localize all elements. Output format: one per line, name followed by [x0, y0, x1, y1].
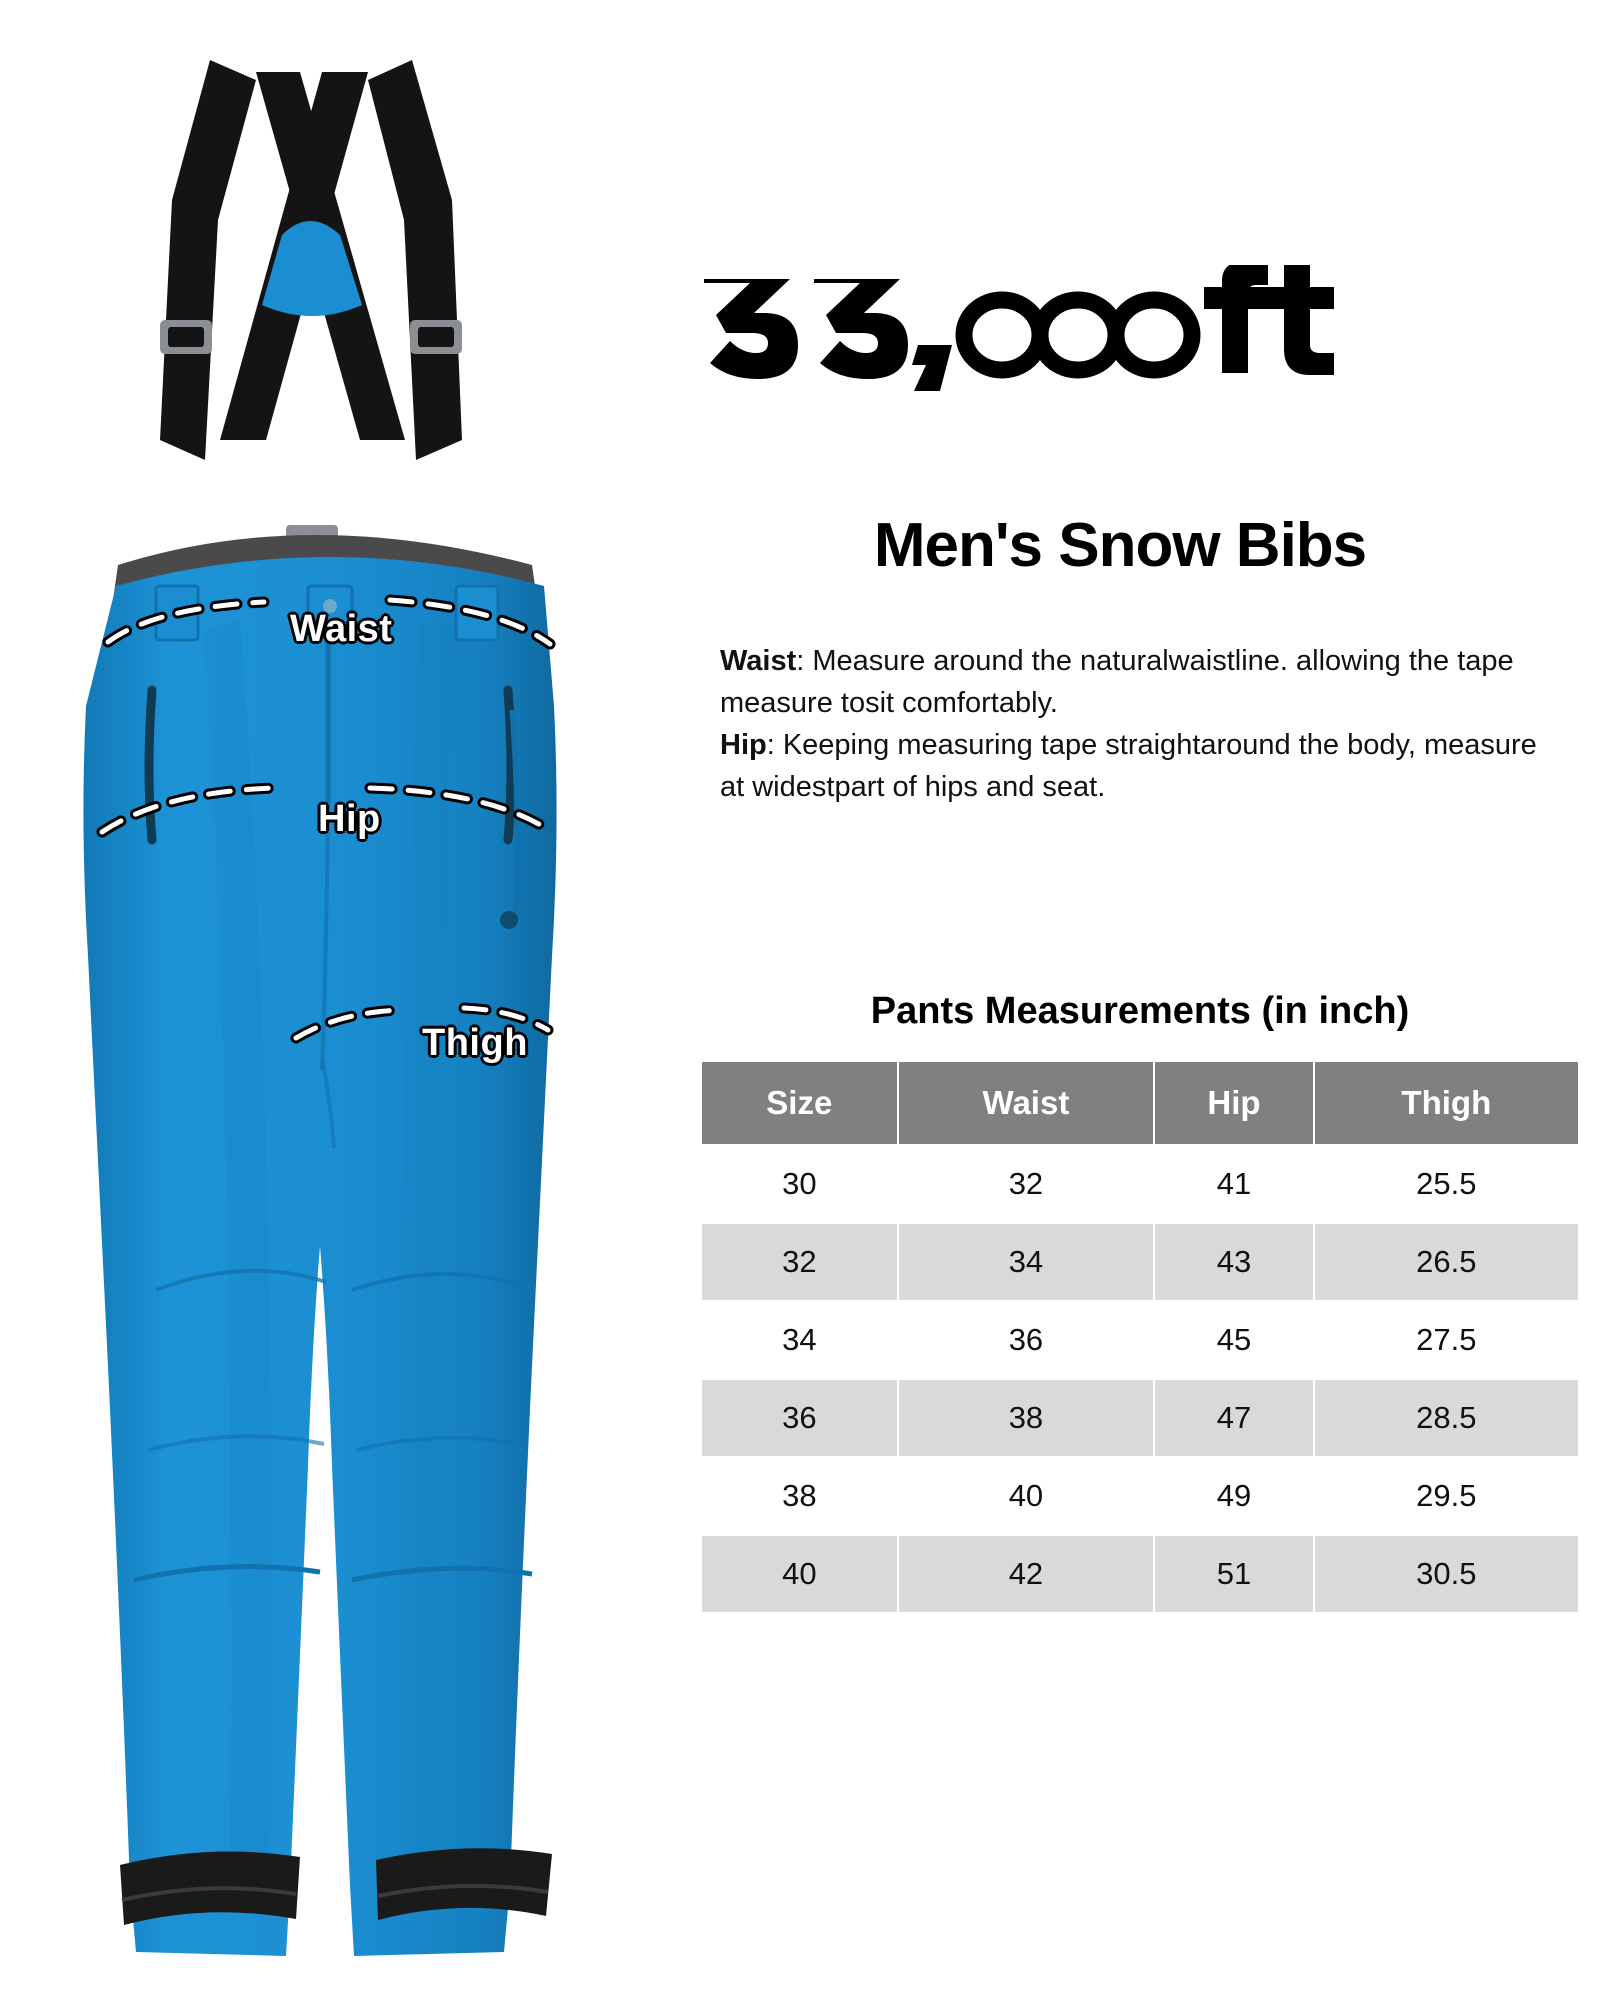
cell-hip: 47 — [1154, 1379, 1313, 1457]
column-header-thigh: Thigh — [1314, 1061, 1579, 1145]
instruction-text-hip: : Keeping measuring tape straightaround the body, measure at widestpart of hips and seat. — [720, 729, 1537, 804]
table-caption: Pants Measurements (in inch) — [870, 990, 1410, 1032]
cell-thigh: 30.5 — [1314, 1535, 1579, 1613]
cell-waist: 32 — [898, 1145, 1155, 1223]
brand-logo — [690, 265, 1390, 410]
table-header-row — [701, 1061, 1579, 1145]
table-row — [701, 1301, 1579, 1379]
table-row — [701, 1379, 1579, 1457]
cell-size: 30 — [701, 1145, 898, 1223]
instruction-key-hip: Hip — [720, 729, 767, 762]
size-chart-table — [700, 1060, 1580, 1614]
bibs-body — [83, 557, 556, 1956]
cell-hip: 41 — [1154, 1145, 1313, 1223]
measurement-label-thigh: Thigh — [422, 1022, 528, 1064]
cell-size: 32 — [701, 1223, 898, 1301]
cell-waist: 40 — [898, 1457, 1155, 1535]
cell-waist: 34 — [898, 1223, 1155, 1301]
snow-bibs-illustration — [60, 20, 650, 1980]
cell-waist: 38 — [898, 1379, 1155, 1457]
table-row — [701, 1535, 1579, 1613]
cell-thigh: 25.5 — [1314, 1145, 1579, 1223]
page-title: Men's Snow Bibs — [873, 511, 1367, 580]
instruction-key-waist: Waist — [720, 645, 797, 677]
cell-size: 38 — [701, 1457, 898, 1535]
cell-hip: 51 — [1154, 1535, 1313, 1613]
table-row — [701, 1223, 1579, 1301]
cell-waist: 42 — [898, 1535, 1155, 1613]
cell-hip: 43 — [1154, 1223, 1313, 1301]
column-header-size: Size — [701, 1061, 898, 1145]
shoulder-straps — [160, 60, 462, 551]
column-header-waist: Waist — [898, 1061, 1155, 1145]
info-panel — [690, 0, 1600, 2000]
measurement-label-waist: Waist — [290, 608, 393, 650]
cell-thigh: 29.5 — [1314, 1457, 1579, 1535]
product-image-panel — [0, 0, 690, 2000]
measurement-instructions — [720, 640, 1560, 808]
cell-thigh: 26.5 — [1314, 1223, 1579, 1301]
table-row — [701, 1145, 1579, 1223]
column-header-hip: Hip — [1154, 1061, 1313, 1145]
brand-logo-icon — [690, 265, 1390, 405]
cell-thigh: 27.5 — [1314, 1301, 1579, 1379]
table-row — [701, 1457, 1579, 1535]
cell-thigh: 28.5 — [1314, 1379, 1579, 1457]
cell-waist: 36 — [898, 1301, 1155, 1379]
cell-hip: 49 — [1154, 1457, 1313, 1535]
cell-size: 34 — [701, 1301, 898, 1379]
cell-size: 40 — [701, 1535, 898, 1613]
cell-size: 36 — [701, 1379, 898, 1457]
cell-hip: 45 — [1154, 1301, 1313, 1379]
measurement-label-hip: Hip — [318, 798, 381, 840]
instruction-text-waist: : Measure around the naturalwaistline. allowing the tape measure tosit comfortably. — [720, 645, 1514, 720]
